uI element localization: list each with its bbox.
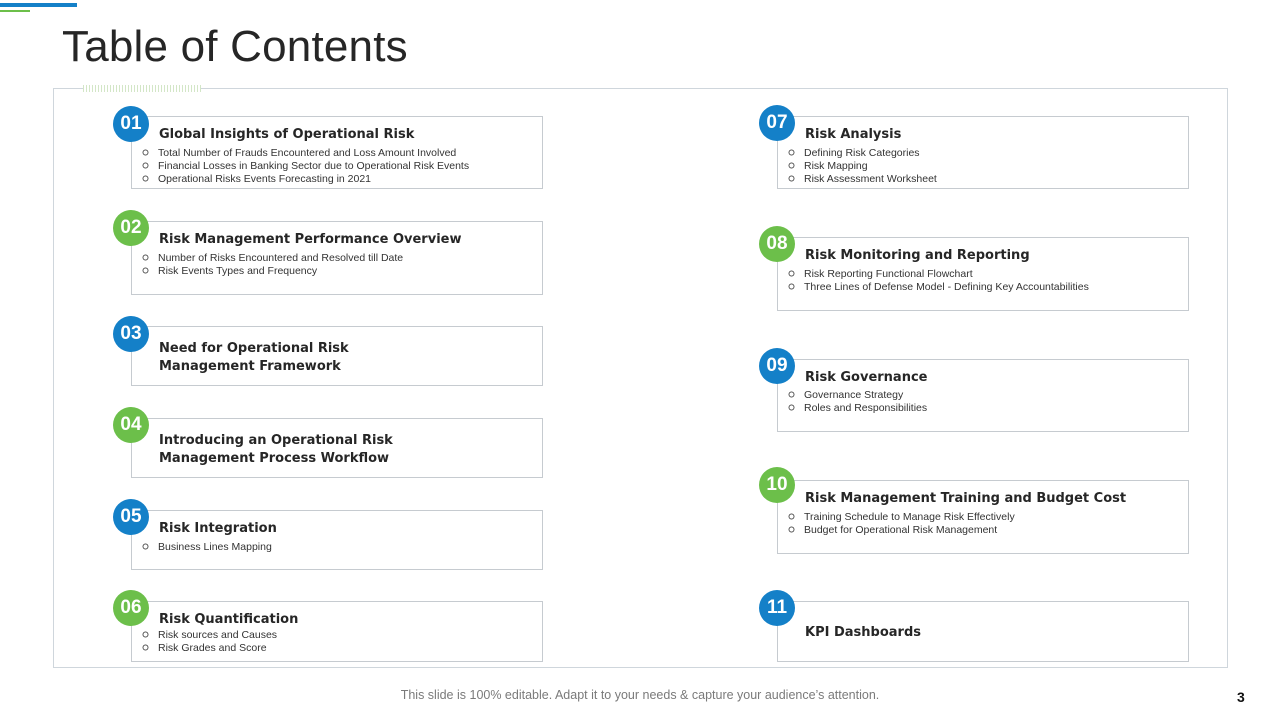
toc-item-title: Risk Management Performance Overview xyxy=(159,232,462,247)
toc-item xyxy=(777,116,1189,189)
toc-item xyxy=(131,601,543,662)
toc-item xyxy=(131,510,543,570)
toc-bullet xyxy=(788,511,1015,524)
toc-item-bullets xyxy=(142,252,403,278)
toc-item-bullets xyxy=(142,541,272,554)
toc-item xyxy=(777,601,1189,662)
toc-bullet-text: Risk Events Types and Frequency xyxy=(158,265,318,277)
bullet-circle-icon xyxy=(789,392,795,398)
bullet-circle-icon xyxy=(143,632,149,638)
page-number: 3 xyxy=(1237,689,1245,705)
bullet-circle-icon xyxy=(789,150,795,156)
toc-bullet-text: Training Schedule to Manage Risk Effectively xyxy=(804,511,1015,523)
toc-bullet xyxy=(142,160,469,173)
toc-bullet xyxy=(142,629,277,642)
section-number-badge: 11 xyxy=(759,590,795,626)
toc-item-title: Need for Operational Risk Management Framework xyxy=(159,341,349,374)
toc-item-title: Risk Management Training and Budget Cost xyxy=(805,491,1127,506)
toc-item xyxy=(131,418,543,478)
section-number-badge: 07 xyxy=(759,105,795,141)
toc-item-title: Risk Analysis xyxy=(805,127,902,142)
toc-bullet xyxy=(788,389,927,402)
bullet-circle-icon xyxy=(143,544,149,550)
accent-bar-green xyxy=(0,10,30,12)
toc-item-bullets xyxy=(142,147,469,186)
bullet-circle-icon xyxy=(143,255,149,261)
bullet-circle-icon xyxy=(789,284,795,290)
bullet-circle-icon xyxy=(789,176,795,182)
toc-bullet xyxy=(142,252,403,265)
toc-bullet-text: Governance Strategy xyxy=(804,389,904,401)
toc-item xyxy=(777,359,1189,432)
bullet-circle-icon xyxy=(143,268,149,274)
toc-item-title: Risk Integration xyxy=(159,521,277,536)
section-number-badge: 02 xyxy=(113,210,149,246)
section-number-badge: 09 xyxy=(759,348,795,384)
bullet-circle-icon xyxy=(143,645,149,651)
toc-item-bullets xyxy=(142,629,277,655)
toc-bullet xyxy=(788,160,937,173)
toc-bullet-text: Three Lines of Defense Model - Defining Key Accountabilities xyxy=(804,281,1089,293)
toc-bullet-text: Risk sources and Causes xyxy=(158,629,278,641)
toc-item-title: Risk Quantification xyxy=(159,612,299,627)
decorative-hatch xyxy=(83,85,201,92)
bullet-circle-icon xyxy=(789,527,795,533)
toc-item-bullets xyxy=(788,268,1089,294)
toc-bullet-text: Total Number of Frauds Encountered and Loss Amount Involved xyxy=(158,147,457,159)
toc-bullet xyxy=(788,147,937,160)
toc-bullet xyxy=(788,281,1089,294)
toc-item-title: KPI Dashboards xyxy=(805,625,921,640)
section-number-badge: 08 xyxy=(759,226,795,262)
toc-item xyxy=(777,237,1189,311)
bullet-circle-icon xyxy=(789,271,795,277)
toc-bullet-text: Risk Reporting Functional Flowchart xyxy=(804,268,973,280)
toc-bullet xyxy=(788,402,927,415)
toc-bullet xyxy=(142,265,403,278)
toc-item-bullets xyxy=(788,389,927,415)
section-number-badge: 01 xyxy=(113,106,149,142)
toc-item-title: Risk Governance xyxy=(805,370,928,385)
section-number-badge: 10 xyxy=(759,467,795,503)
toc-bullet-text: Number of Risks Encountered and Resolved till Date xyxy=(158,252,404,264)
bullet-circle-icon xyxy=(789,163,795,169)
toc-item xyxy=(777,480,1189,554)
toc-bullet-text: Roles and Responsibilities xyxy=(804,402,928,414)
accent-bar-blue xyxy=(0,3,77,7)
toc-item-title: Risk Monitoring and Reporting xyxy=(805,248,1030,263)
toc-bullet xyxy=(788,173,937,186)
section-number-badge: 06 xyxy=(113,590,149,626)
section-number-badge: 03 xyxy=(113,316,149,352)
toc-bullet xyxy=(788,268,1089,281)
toc-bullet-text: Defining Risk Categories xyxy=(804,147,920,159)
toc-bullet xyxy=(142,642,277,655)
toc-bullet xyxy=(142,173,469,186)
toc-bullet-text: Operational Risks Events Forecasting in 2021 xyxy=(158,173,372,185)
section-number-badge: 04 xyxy=(113,407,149,443)
toc-item xyxy=(131,221,543,295)
footer-note: This slide is 100% editable. Adapt it to your needs & capture your audience’s attention. xyxy=(400,688,880,702)
toc-item xyxy=(131,116,543,189)
toc-item-bullets xyxy=(788,511,1015,537)
toc-item-bullets xyxy=(788,147,937,186)
toc-item-title: Introducing an Operational Risk Management Process Workflow xyxy=(159,433,393,466)
toc-bullet-text: Financial Losses in Banking Sector due to Operational Risk Events xyxy=(158,160,470,172)
bullet-circle-icon xyxy=(143,176,149,182)
bullet-circle-icon xyxy=(143,163,149,169)
bullet-circle-icon xyxy=(789,514,795,520)
toc-bullet-text: Risk Assessment Worksheet xyxy=(804,173,937,185)
toc-item xyxy=(131,326,543,386)
toc-bullet-text: Budget for Operational Risk Management xyxy=(804,524,998,536)
toc-bullet-text: Risk Grades and Score xyxy=(158,642,267,654)
page-title: Table of Contents xyxy=(62,22,408,71)
toc-bullet xyxy=(788,524,1015,537)
toc-item-title: Global Insights of Operational Risk xyxy=(159,127,415,142)
toc-bullet xyxy=(142,147,469,160)
bullet-circle-icon xyxy=(143,150,149,156)
toc-bullet-text: Business Lines Mapping xyxy=(158,541,272,553)
toc-bullet xyxy=(142,541,272,554)
toc-bullet-text: Risk Mapping xyxy=(804,160,868,172)
section-number-badge: 05 xyxy=(113,499,149,535)
bullet-circle-icon xyxy=(789,405,795,411)
